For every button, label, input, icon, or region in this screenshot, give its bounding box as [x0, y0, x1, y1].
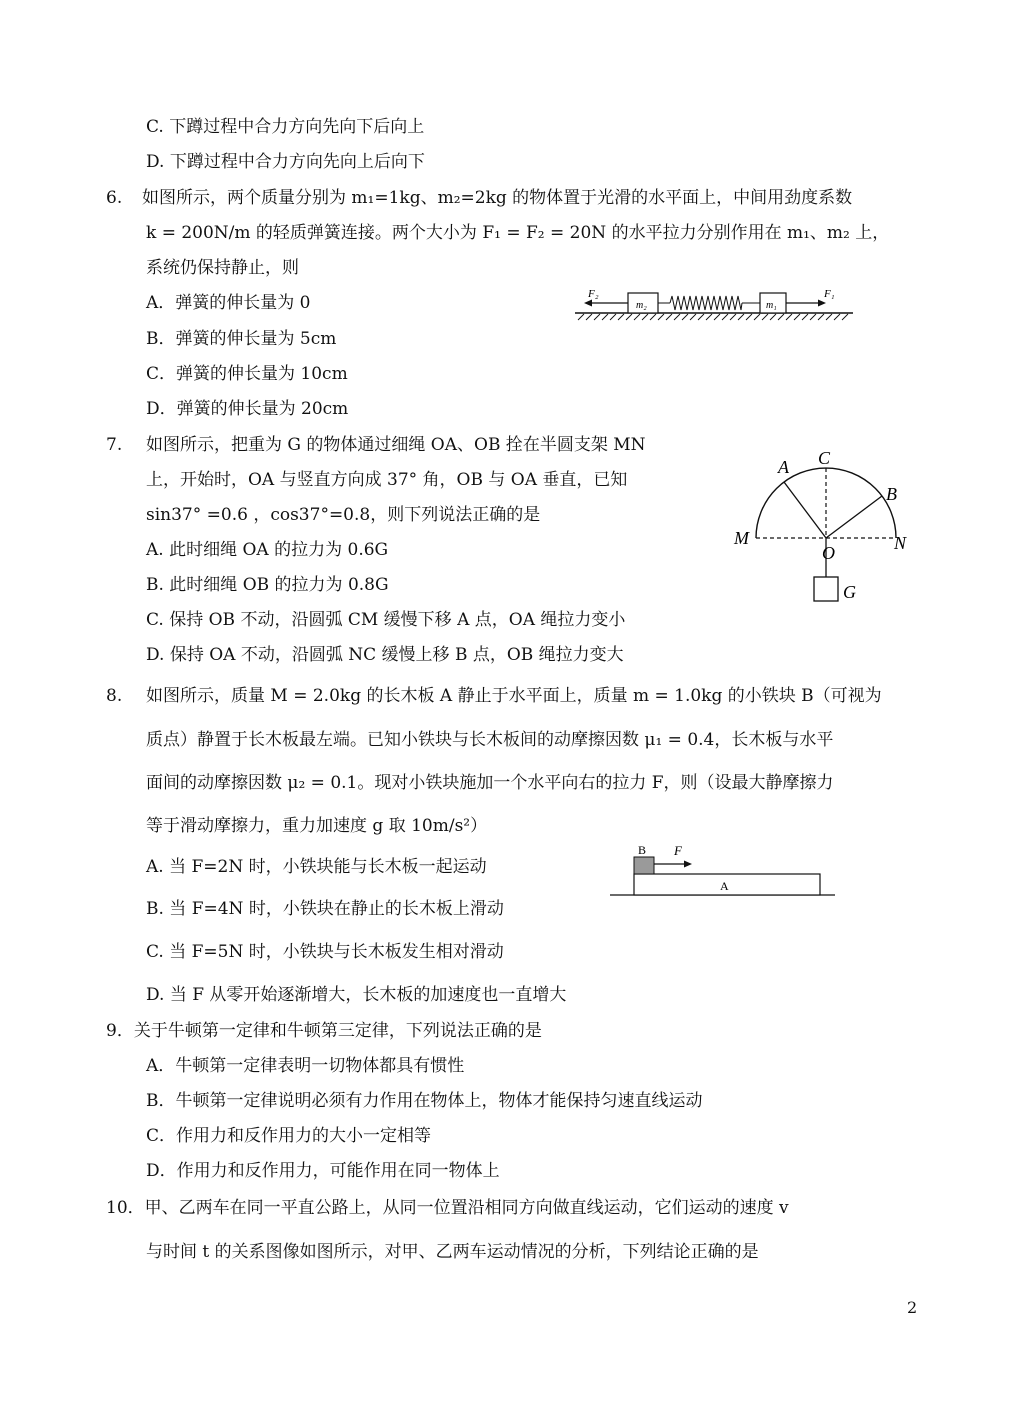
q7-figure — [722, 440, 922, 610]
q8-number: 8. — [106, 686, 123, 706]
q10-stem-1: 10．甲、乙两车在同一平直公路上，从同一位置沿相同方向做直线运动，它们运动的速度 v — [106, 1198, 789, 1218]
q7-option-a: A. 此时细绳 OA 的拉力为 0.6G — [146, 540, 389, 560]
q8-option-c: C. 当 F=5N 时，小铁块与长木板发生相对滑动 — [146, 942, 504, 962]
q6-label-f2: F₂ — [588, 288, 599, 300]
q6-stem-1: 如图所示，两个质量分别为 m₁=1kg、m₂=2kg 的物体置于光滑的水平面上，中间用劲度系数 — [142, 188, 853, 208]
q7-option-d: D. 保持 OA 不动，沿圆弧 NC 缓慢上移 B 点，OB 绳拉力变大 — [146, 645, 624, 665]
q6-number: 6. — [106, 188, 123, 208]
q8-label-f: F — [674, 843, 682, 858]
q6-stem-3: 系统仍保持静止，则 — [146, 258, 299, 278]
q6-label-m2: m₂ — [636, 300, 647, 311]
q8-label-b: B — [638, 843, 647, 857]
q8-stem-1: 如图所示，质量 M = 2.0kg 的长木板 A 静止于水平面上，质量 m = 1.0kg 的小铁块 B（可视为 — [146, 686, 882, 706]
q8-option-a: A. 当 F=2N 时，小铁块能与长木板一起运动 — [146, 857, 487, 877]
q6-figure — [570, 280, 860, 325]
q6-label-m1: m₁ — [766, 300, 777, 311]
q7-stem-1: 如图所示，把重为 G 的物体通过细绳 OA、OB 拴在半圆支架 MN — [146, 435, 646, 455]
q10-stem-2: 与时间 t 的关系图像如图所示，对甲、乙两车运动情况的分析，下列结论正确的是 — [146, 1242, 759, 1262]
q7-label-c: C — [818, 448, 831, 468]
q6-label-f1: F₁ — [824, 288, 835, 300]
q8-option-b: B. 当 F=4N 时，小铁块在静止的长木板上滑动 — [146, 899, 504, 919]
q7-number: 7. — [106, 435, 123, 455]
q5-option-d: D. 下蹲过程中合力方向先向上后向下 — [146, 152, 425, 172]
q6-option-a: A．弹簧的伸长量为 0 — [146, 293, 311, 313]
q8-figure — [610, 840, 840, 908]
q6-option-b: B．弹簧的伸长量为 5cm — [146, 329, 337, 349]
q6-option-c: C．弹簧的伸长量为 10cm — [146, 364, 348, 384]
q7-label-g: G — [843, 582, 856, 602]
q7-label-m: M — [734, 528, 749, 548]
q9-option-a: A．牛顿第一定律表明一切物体都具有惯性 — [146, 1056, 465, 1076]
q7-stem-2: 上，开始时，OA 与竖直方向成 37° 角，OB 与 OA 垂直，已知 — [146, 470, 628, 490]
q8-stem-4: 等于滑动摩擦力，重力加速度 g 取 10m/s²） — [146, 816, 488, 836]
q7-option-b: B. 此时细绳 OB 的拉力为 0.8G — [146, 575, 389, 595]
q7-label-a: A — [778, 457, 789, 477]
q7-label-b: B — [886, 484, 897, 504]
q5-option-c: C. 下蹲过程中合力方向先向下后向上 — [146, 117, 425, 137]
q7-label-o: O — [822, 543, 835, 563]
q9-option-b: B．牛顿第一定律说明必须有力作用在物体上，物体才能保持匀速直线运动 — [146, 1091, 703, 1111]
q7-label-n: N — [894, 533, 907, 553]
q6-stem-2: k = 200N/m 的轻质弹簧连接。两个大小为 F₁ = F₂ = 20N 的水平拉力分别作用在 m₁、m₂ 上， — [146, 223, 890, 243]
q9-option-d: D．作用力和反作用力，可能作用在同一物体上 — [146, 1161, 500, 1181]
q9-option-c: C．作用力和反作用力的大小一定相等 — [146, 1126, 432, 1146]
q8-stem-3: 面间的动摩擦因数 μ₂ = 0.1。现对小铁块施加一个水平向右的拉力 F，则（设最大静摩擦力 — [146, 773, 834, 793]
q8-label-a: A — [720, 879, 729, 893]
q8-option-d: D. 当 F 从零开始逐渐增大，长木板的加速度也一直增大 — [146, 985, 567, 1005]
page-number: 2 — [907, 1298, 918, 1317]
q6-option-d: D．弹簧的伸长量为 20cm — [146, 399, 349, 419]
q7-option-c: C. 保持 OB 不动，沿圆弧 CM 缓慢下移 A 点，OA 绳拉力变小 — [146, 610, 626, 630]
q9-stem: 9．关于牛顿第一定律和牛顿第三定律，下列说法正确的是 — [106, 1021, 542, 1041]
q8-stem-2: 质点）静置于长木板最左端。已知小铁块与长木板间的动摩擦因数 μ₁ = 0.4，长木板与水平 — [146, 730, 834, 750]
q7-stem-3: sin37° =0.6 ，cos37°=0.8，则下列说法正确的是 — [146, 505, 541, 525]
